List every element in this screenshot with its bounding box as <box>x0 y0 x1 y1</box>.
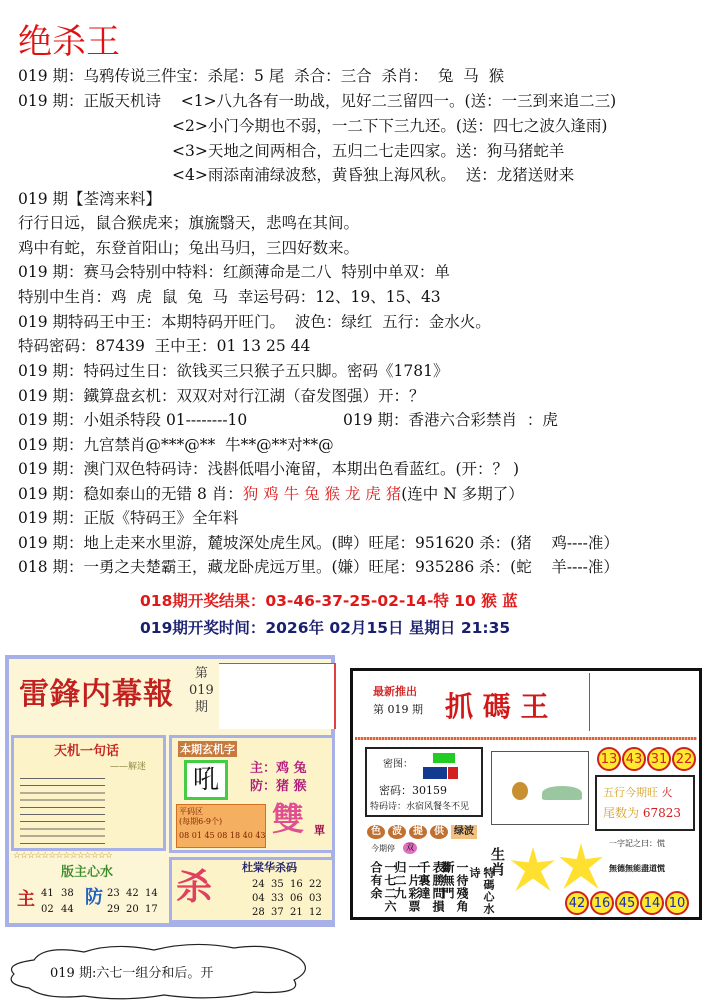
text-line: <4>雨添南浦绿波愁，黄昏独上海风秋。 送：龙猪送财来 <box>172 166 575 184</box>
pingma-label: 平码区 <box>179 807 203 816</box>
blank-box <box>219 663 336 729</box>
weishu-value: 67823 <box>642 806 682 820</box>
divider <box>355 737 697 740</box>
pingma-box <box>176 804 266 848</box>
cloud-text: 019 期:六七一组分和后。开 <box>50 966 214 981</box>
number-ball: 42 <box>565 891 589 915</box>
text-line: 019 期【荃湾来料】 <box>18 190 162 208</box>
number-ball: 22 <box>672 747 696 771</box>
number-ball: 31 <box>647 747 671 771</box>
num: 23 <box>107 888 120 899</box>
poem-label: 特碼心水诗 <box>468 867 495 915</box>
draw-time: 019期开奖时间：2026年 02月15日 星期日 21:35 <box>140 619 511 637</box>
num: 42 <box>126 888 139 899</box>
rooster-icon <box>559 843 603 889</box>
bottom-balls <box>565 891 690 915</box>
stop-value: 双 <box>403 842 417 854</box>
num: 16 <box>290 879 303 890</box>
fang-nums <box>107 887 164 916</box>
poster-title: 抓 碼 王 <box>445 690 549 723</box>
text-line: 019 期：正版天机诗 <1>八九各有一助战，见好二三留四一。(送：一三到来追二三) <box>18 92 617 110</box>
text-line: <3>天地之间两相合，五归二七走四家。送：狗马猪蛇羊 <box>172 142 565 160</box>
num: 17 <box>145 904 158 915</box>
starburst-icon <box>511 847 555 891</box>
xuanji-panel <box>169 735 335 853</box>
num: 37 <box>271 907 284 918</box>
number-ball: 14 <box>640 891 664 915</box>
text-line: 019 期：香港六合彩禁肖 ：虎 <box>343 411 558 429</box>
banzhu-title: 版主心水 <box>61 865 114 880</box>
issue-label: 第 019 期 <box>373 703 423 716</box>
stop-label: 今期停 <box>371 844 395 853</box>
shuang-char: 雙 <box>272 800 305 838</box>
number-ball: 10 <box>665 891 689 915</box>
text-line: 019 期：鐵算盘玄机：双双对对行江湖（奋发图强）开：？ <box>18 387 425 405</box>
xuanji-label: 本期玄机字 <box>180 743 235 756</box>
new-label: 最新推出 <box>373 685 417 698</box>
num: 35 <box>271 879 284 890</box>
mitu-label: 密图： <box>383 759 413 770</box>
pingma-sub: (每期6-9个) <box>179 817 223 826</box>
text-line: 019 期：澳门双色特码诗：浅斟低唱小淹留，本期出色看蓝红。(开：？ ) <box>18 460 520 478</box>
banzhu-panel <box>11 865 166 923</box>
number-ball: 45 <box>615 891 639 915</box>
wuxing-label: 五行今期旺 <box>603 786 658 799</box>
yizi-poem: 無德無能盡道慌 <box>609 863 665 873</box>
shama-title: 杜棠华杀码 <box>242 861 297 874</box>
text-suffix: (连中 N 多期了） <box>401 485 524 503</box>
text-line <box>18 484 524 504</box>
text-line: 特码密码：87439 王中王：01 13 25 44 <box>18 337 311 355</box>
text-line: 行行日远，鼠合猴虎来；旗旒翳天，悲鸣在其间。 <box>18 214 360 232</box>
sebo-row <box>367 825 477 839</box>
text-line: 019 期：地上走来水里游，麓坡深处虎生风。(睥）旺尾：951620 杀：(猪 鸡----准） <box>18 534 619 552</box>
issue-text: 019 <box>189 683 214 698</box>
yizi-label: 一字記之曰：慌 <box>609 839 665 848</box>
issue-text: 第 <box>194 666 208 681</box>
poem-column: 表勝問損千裏達 <box>417 861 445 913</box>
xuanji-char: 吼 <box>184 760 228 800</box>
shengxiao-label: 生肖 <box>489 847 505 877</box>
fang-text: 防：猪 猴 <box>250 779 307 794</box>
tema-poem: 特码诗：水宿风餐冬不见 <box>370 802 470 812</box>
text-line: 019 期特码王中王：本期特码开旺门。 波色：绿红 五行：金水火。 <box>18 313 491 331</box>
tianji-panel <box>11 735 166 851</box>
number-ball: 13 <box>597 747 621 771</box>
zhu-text: 主：鸡 兔 <box>250 761 307 776</box>
poster-title: 雷鋒内幕報 <box>19 677 174 712</box>
num: 21 <box>290 907 303 918</box>
zhu-fang <box>250 760 307 796</box>
mitu-box <box>365 747 483 817</box>
text-line: 019 期：赛马会特别中特料：红颜薄命是二八 特别中单双：单 <box>18 263 450 281</box>
text-line: 019 期：乌鸦传说三件宝：杀尾：5 尾 杀合：三合 杀肖： 兔 马 猴 <box>18 67 505 85</box>
sebo-char: 波 <box>388 825 406 839</box>
tianji-lines <box>20 774 105 846</box>
num: 03 <box>309 893 322 904</box>
num: 33 <box>271 893 284 904</box>
num: 02 <box>41 904 54 915</box>
num: 44 <box>61 904 74 915</box>
num: 06 <box>290 893 303 904</box>
text-line: 019 期：特码过生日：欲钱买三只猴子五只脚。密码《1781》 <box>18 362 449 380</box>
zhu-label: 主 <box>17 889 35 910</box>
shama-nums <box>252 878 328 919</box>
divider <box>589 673 590 731</box>
zhuamawang-poster <box>350 668 702 920</box>
pingma-nums: 08 01 45 08 18 40 43 <box>179 831 266 840</box>
mima-text: 密码：30159 <box>379 784 447 797</box>
num: 04 <box>252 893 265 904</box>
number-ball: 43 <box>622 747 646 771</box>
tianji-title: 天机一句话 <box>54 744 120 759</box>
zhu-nums <box>41 887 81 916</box>
sha-char: 杀 <box>176 866 213 908</box>
leifeng-poster <box>5 655 335 927</box>
num: 28 <box>252 907 265 918</box>
poster-issue <box>189 665 214 716</box>
dan-char: 單 <box>314 824 325 837</box>
num: 41 <box>41 888 54 899</box>
page-title: 绝杀王 <box>18 22 120 62</box>
eight-zodiac: 狗 鸡 牛 兔 猴 龙 虎 猪 <box>242 485 402 503</box>
issue-text: 期 <box>194 700 208 715</box>
num: 14 <box>145 888 158 899</box>
num: 22 <box>309 879 322 890</box>
poem-column: 一七二六合有余 <box>369 861 397 913</box>
text-prefix: 019 期：稳如泰山的无错 8 肖： <box>18 485 243 503</box>
draw-result: 018期开奖结果：03-46-37-25-02-14-特 10 猴 蓝 <box>140 592 518 610</box>
text-line: 鸡中有蛇，东登首阳山；兔出马归，三四好数来。 <box>18 239 360 257</box>
monkey-image <box>491 751 589 825</box>
mitu-icon <box>423 753 459 781</box>
text-line: 019 期：正版《特码王》全年料 <box>18 509 239 527</box>
text-line: 特别中生肖：鸡 虎 鼠 兔 马 幸运号码：12、19、15、43 <box>18 288 441 306</box>
tianji-sub: ——解迷 <box>110 762 147 772</box>
weishu-label: 尾数为 <box>603 806 640 820</box>
sebo-value: 绿波 <box>451 825 477 839</box>
text-line: 019 期：九宫禁肖@***@** 牛**@**对**@ <box>18 436 334 454</box>
star-divider: ☆☆☆☆☆☆☆☆☆☆☆☆☆☆ <box>13 851 112 861</box>
wuxing-box <box>595 775 695 831</box>
text-line: 018 期：一勇之夫楚霸王，藏龙卧虎远万里。(嫌）旺尾：935286 杀：(蛇 羊----准） <box>18 558 619 576</box>
fang-label: 防 <box>85 887 103 908</box>
number-ball: 16 <box>590 891 614 915</box>
top-balls <box>597 747 697 771</box>
num: 12 <box>309 907 322 918</box>
poem-column: 一待殘角斷無門 <box>441 861 469 913</box>
shama-panel <box>169 857 335 923</box>
sebo-char: 供 <box>430 825 448 839</box>
num: 20 <box>126 904 139 915</box>
sebo-char: 色 <box>367 825 385 839</box>
num: 24 <box>252 879 265 890</box>
text-line: <2>小门今期也不弱，一二下下三九还。(送：四七之波久逢雨) <box>172 117 608 135</box>
poem-column: 一片彩票归二九 <box>393 861 421 913</box>
text-line: 019 期：小姐杀特段 01--------10 <box>18 411 248 429</box>
sebo-char: 提 <box>409 825 427 839</box>
num: 29 <box>107 904 120 915</box>
wuxing-value: 火 <box>661 786 673 799</box>
num: 38 <box>61 888 74 899</box>
